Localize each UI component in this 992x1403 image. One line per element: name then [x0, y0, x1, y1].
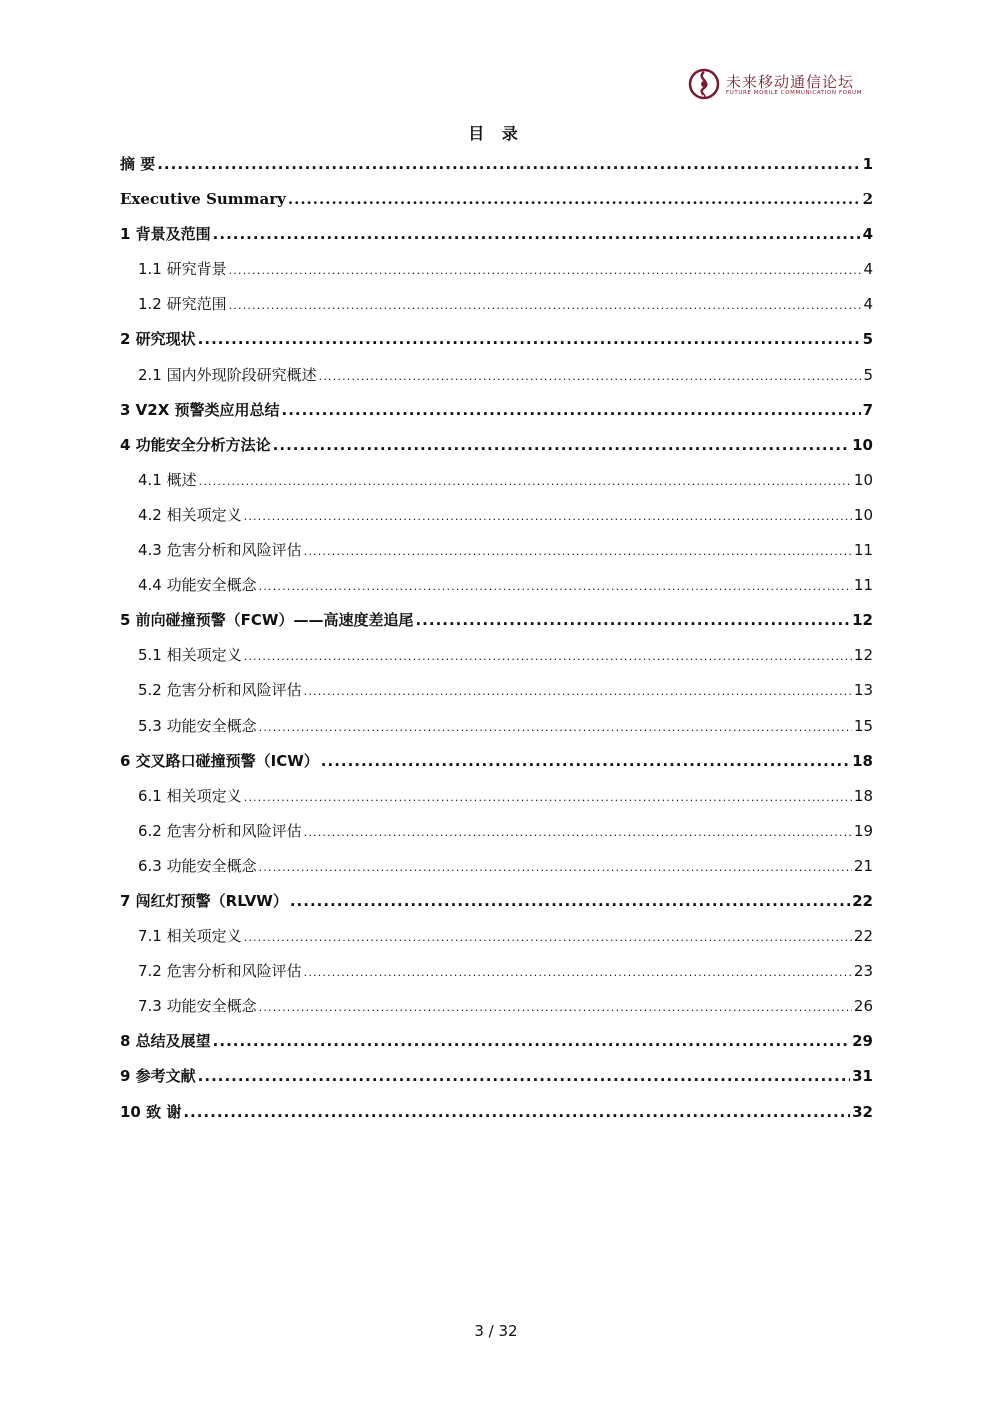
toc-leader — [183, 1098, 850, 1126]
toc-leader — [229, 257, 862, 285]
toc-entry-9[interactable]: 9 参考文献 ..... 31 — [120, 1062, 873, 1097]
toc-leader — [244, 924, 852, 952]
page-number: 3 / 32 — [474, 1322, 518, 1340]
toc-leader — [244, 643, 852, 671]
toc-entry-3[interactable]: 3 V2X 预警类应用总结 ..... 7 — [120, 396, 873, 431]
toc-entry-6[interactable]: 6 交叉路口碰撞预警（ICW） ..... 18 — [120, 747, 873, 782]
toc-entry-4-1[interactable]: 4.1 概述 ..... 10 — [120, 466, 873, 501]
toc-leader — [319, 363, 862, 391]
toc-leader — [229, 292, 862, 320]
toc-entry-1-2[interactable]: 1.2 研究范围 ..... 4 — [120, 290, 873, 325]
toc-entry-5-3[interactable]: 5.3 功能安全概念 ..... 15 — [120, 712, 873, 747]
toc-entry-2[interactable]: 2 研究现状 ..... 5 — [120, 325, 873, 360]
toc-leader — [199, 468, 852, 496]
toc-entry-7[interactable]: 7 闯红灯预警（RLVW） ..... 22 — [120, 887, 873, 922]
forum-logo-icon — [688, 68, 720, 100]
toc-entry-5-1[interactable]: 5.1 相关项定义 ..... 12 — [120, 641, 873, 676]
toc-leader — [157, 150, 860, 178]
header-logo — [688, 68, 868, 102]
toc-entry-executive-summary[interactable]: Executive Summary ..... 2 — [120, 185, 873, 220]
toc-leader — [259, 714, 852, 742]
toc-entry-5-2[interactable]: 5.2 危害分析和风险评估 ..... 13 — [120, 676, 873, 711]
toc-entry-6-1[interactable]: 6.1 相关项定义 ..... 18 — [120, 782, 873, 817]
toc-leader — [198, 1062, 850, 1090]
toc-leader — [213, 1027, 850, 1055]
toc-entry-6-2[interactable]: 6.2 危害分析和风险评估 ..... 19 — [120, 817, 873, 852]
toc-entry-abstract[interactable]: 摘 要 ..... 1 — [120, 150, 873, 185]
toc-leader — [290, 887, 850, 915]
toc-entry-6-3[interactable]: 6.3 功能安全概念 ..... 21 — [120, 852, 873, 887]
toc-leader — [304, 959, 852, 987]
toc-entry-4[interactable]: 4 功能安全分析方法论 ..... 10 — [120, 431, 873, 466]
toc-leader — [259, 854, 852, 882]
logo-english-name: FUTURE MOBILE COMMUNICATION FORUM — [726, 90, 863, 96]
table-of-contents — [120, 150, 873, 1133]
toc-entry-7-2[interactable]: 7.2 危害分析和风险评估 ..... 23 — [120, 957, 873, 992]
toc-leader — [288, 185, 861, 213]
toc-leader — [273, 431, 850, 459]
toc-leader — [198, 325, 861, 353]
toc-entry-4-3[interactable]: 4.3 危害分析和风险评估 ..... 11 — [120, 536, 873, 571]
toc-leader — [213, 220, 861, 248]
toc-leader — [304, 678, 852, 706]
toc-leader — [282, 396, 861, 424]
toc-leader — [259, 573, 852, 601]
toc-entry-4-2[interactable]: 4.2 相关项定义 ..... 10 — [120, 501, 873, 536]
toc-entry-10[interactable]: 10 致 谢 ..... 32 — [120, 1098, 873, 1133]
toc-leader — [244, 784, 852, 812]
toc-entry-1[interactable]: 1 背景及范围 ..... 4 — [120, 220, 873, 255]
toc-leader — [259, 994, 852, 1022]
logo-chinese-name: 未来移动通信论坛 — [726, 73, 855, 91]
toc-entry-5[interactable]: 5 前向碰撞预警（FCW）——高速度差追尾 ..... 12 — [120, 606, 873, 641]
toc-entry-4-4[interactable]: 4.4 功能安全概念 ..... 11 — [120, 571, 873, 606]
toc-leader — [244, 503, 852, 531]
toc-leader — [321, 747, 850, 775]
toc-leader — [415, 606, 850, 634]
toc-entry-7-1[interactable]: 7.1 相关项定义 ..... 22 — [120, 922, 873, 957]
toc-leader — [304, 819, 852, 847]
toc-entry-1-1[interactable]: 1.1 研究背景 ..... 4 — [120, 255, 873, 290]
toc-title: 目 录 — [468, 124, 524, 143]
toc-entry-2-1[interactable]: 2.1 国内外现阶段研究概述 ..... 5 — [120, 361, 873, 396]
toc-leader — [304, 538, 852, 566]
toc-entry-8[interactable]: 8 总结及展望 ..... 29 — [120, 1027, 873, 1062]
toc-entry-7-3[interactable]: 7.3 功能安全概念 ..... 26 — [120, 992, 873, 1027]
